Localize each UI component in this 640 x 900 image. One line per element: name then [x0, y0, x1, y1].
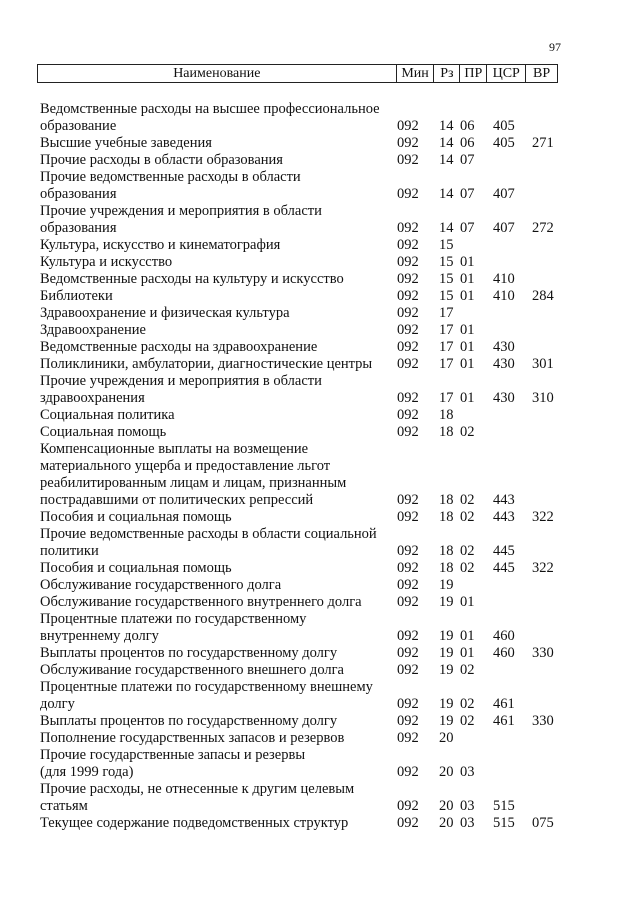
table-row [0, 169, 640, 203]
row-codes [0, 492, 640, 509]
code-vr: 330 [532, 713, 554, 729]
code-min: 092 [397, 543, 419, 559]
table-row [0, 730, 640, 747]
row-codes [0, 186, 640, 203]
code-min: 092 [397, 730, 419, 746]
row-codes [0, 662, 640, 679]
table-row [0, 356, 640, 373]
code-rz: 19 [439, 713, 454, 729]
row-codes [0, 254, 640, 271]
table-row [0, 203, 640, 237]
code-pr: 02 [460, 662, 475, 678]
row-name-line: реабилитированным лицам и лицам, признанным [40, 475, 347, 491]
code-rz: 18 [439, 509, 454, 525]
row-name-line: Выплаты процентов по государственному долгу [40, 645, 338, 661]
row-name-line: Ведомственные расходы на высшее профессиональное [40, 101, 380, 117]
table-row [0, 645, 640, 662]
row-codes [0, 543, 640, 560]
header-pr: ПР [459, 65, 486, 82]
row-name-line: Процентные платежи по государственному внешнему [40, 679, 373, 695]
code-rz: 15 [439, 254, 454, 270]
row-name-line: образования [40, 186, 117, 202]
code-pr: 03 [460, 764, 475, 780]
code-rz: 20 [439, 730, 454, 746]
code-pr: 01 [460, 390, 475, 406]
table-row [0, 815, 640, 832]
row-name-line: Ведомственные расходы на здравоохранение [40, 339, 318, 355]
code-pr: 02 [460, 543, 475, 559]
code-rz: 17 [439, 322, 454, 338]
row-name-line: образование [40, 118, 117, 134]
row-codes [0, 560, 640, 577]
table-row [0, 441, 640, 509]
header-vr: ВР [525, 65, 557, 82]
code-rz: 19 [439, 577, 454, 593]
code-min: 092 [397, 356, 419, 372]
row-name-line: Библиотеки [40, 288, 113, 304]
code-min: 092 [397, 798, 419, 814]
code-min: 092 [397, 339, 419, 355]
code-csr: 461 [493, 696, 515, 712]
code-rz: 17 [439, 305, 454, 321]
row-name-line: Процентные платежи по государственному [40, 611, 307, 627]
row-name-line: материального ущерба и предоставление льгот [40, 458, 331, 474]
table-row [0, 781, 640, 815]
code-csr: 443 [493, 492, 515, 508]
code-rz: 18 [439, 407, 454, 423]
table-row [0, 594, 640, 611]
code-min: 092 [397, 407, 419, 423]
code-min: 092 [397, 220, 419, 236]
row-name-line: образования [40, 220, 117, 236]
code-vr: 271 [532, 135, 554, 151]
code-pr: 02 [460, 509, 475, 525]
code-min: 092 [397, 509, 419, 525]
code-min: 092 [397, 152, 419, 168]
code-pr: 07 [460, 152, 475, 168]
header-csr: ЦСР [486, 65, 525, 82]
table-row [0, 679, 640, 713]
code-rz: 19 [439, 696, 454, 712]
row-name-line: Социальная помощь [40, 424, 167, 440]
code-rz: 17 [439, 339, 454, 355]
row-name-line: пострадавшими от политических репрессий [40, 492, 314, 508]
table-row [0, 288, 640, 305]
header-min: Мин [396, 65, 434, 82]
row-codes [0, 407, 640, 424]
table-row [0, 271, 640, 288]
table-row [0, 373, 640, 407]
code-rz: 19 [439, 594, 454, 610]
row-name-line: Социальная политика [40, 407, 175, 423]
code-min: 092 [397, 305, 419, 321]
code-csr: 407 [493, 186, 515, 202]
row-name-line: Выплаты процентов по государственному долгу [40, 713, 338, 729]
code-csr: 405 [493, 135, 515, 151]
row-codes [0, 798, 640, 815]
code-rz: 18 [439, 424, 454, 440]
code-min: 092 [397, 696, 419, 712]
code-rz: 19 [439, 662, 454, 678]
row-name-line: Ведомственные расходы на культуру и искусство [40, 271, 344, 287]
row-name-line: Культура, искусство и кинематография [40, 237, 281, 253]
code-vr: 310 [532, 390, 554, 406]
code-pr: 01 [460, 645, 475, 661]
table-row [0, 339, 640, 356]
code-min: 092 [397, 662, 419, 678]
code-csr: 445 [493, 543, 515, 559]
row-name-line: Здравоохранение и физическая культура [40, 305, 290, 321]
code-min: 092 [397, 492, 419, 508]
code-pr: 06 [460, 135, 475, 151]
row-codes [0, 713, 640, 730]
code-min: 092 [397, 815, 419, 831]
row-codes [0, 322, 640, 339]
table-header [37, 64, 558, 83]
table-row [0, 322, 640, 339]
row-name-line: Прочие ведомственные расходы в области социальной [40, 526, 377, 542]
code-vr: 322 [532, 509, 554, 525]
row-name-line: статьям [40, 798, 88, 814]
row-name-line: Обслуживание государственного внешнего долга [40, 662, 344, 678]
code-csr: 410 [493, 288, 515, 304]
header-rz: Рз [433, 65, 459, 82]
row-name-line: Пособия и социальная помощь [40, 560, 232, 576]
row-codes [0, 730, 640, 747]
code-rz: 18 [439, 492, 454, 508]
code-min: 092 [397, 628, 419, 644]
code-rz: 15 [439, 237, 454, 253]
row-name-line: Прочие учреждения и мероприятия в области [40, 373, 322, 389]
code-pr: 06 [460, 118, 475, 134]
code-vr: 284 [532, 288, 554, 304]
code-pr: 07 [460, 186, 475, 202]
code-min: 092 [397, 322, 419, 338]
table-row [0, 577, 640, 594]
code-rz: 14 [439, 152, 454, 168]
code-csr: 515 [493, 798, 515, 814]
row-name-line: Обслуживание государственного долга [40, 577, 282, 593]
code-rz: 15 [439, 288, 454, 304]
row-codes [0, 356, 640, 373]
code-min: 092 [397, 135, 419, 151]
code-csr: 405 [493, 118, 515, 134]
table-row [0, 611, 640, 645]
row-codes [0, 594, 640, 611]
row-codes [0, 628, 640, 645]
table-row [0, 152, 640, 169]
code-rz: 20 [439, 764, 454, 780]
code-min: 092 [397, 186, 419, 202]
code-rz: 20 [439, 798, 454, 814]
table-row [0, 101, 640, 135]
row-codes [0, 271, 640, 288]
row-codes [0, 288, 640, 305]
code-min: 092 [397, 645, 419, 661]
row-name-line: Прочие расходы в области образования [40, 152, 283, 168]
row-codes [0, 237, 640, 254]
row-name-line: Прочие ведомственные расходы в области [40, 169, 301, 185]
row-name-line: здравоохранения [40, 390, 145, 406]
code-vr: 301 [532, 356, 554, 372]
code-min: 092 [397, 594, 419, 610]
code-csr: 407 [493, 220, 515, 236]
table-row [0, 407, 640, 424]
code-rz: 14 [439, 118, 454, 134]
row-name-line: Здравоохранение [40, 322, 146, 338]
code-rz: 18 [439, 543, 454, 559]
row-codes [0, 815, 640, 832]
row-name-line: (для 1999 года) [40, 764, 134, 780]
row-codes [0, 509, 640, 526]
code-vr: 272 [532, 220, 554, 236]
row-codes [0, 424, 640, 441]
table-row [0, 237, 640, 254]
row-codes [0, 764, 640, 781]
code-csr: 445 [493, 560, 515, 576]
row-codes [0, 645, 640, 662]
row-codes [0, 577, 640, 594]
table-body [0, 101, 640, 832]
code-min: 092 [397, 424, 419, 440]
row-name-line: Компенсационные выплаты на возмещение [40, 441, 309, 457]
row-name-line: Пополнение государственных запасов и резервов [40, 730, 345, 746]
table-row [0, 254, 640, 271]
code-min: 092 [397, 577, 419, 593]
table-row [0, 509, 640, 526]
table-row [0, 135, 640, 152]
row-name-line: долгу [40, 696, 75, 712]
header-name: Наименование [173, 66, 261, 81]
row-name-line: Поликлиники, амбулатории, диагностические центры [40, 356, 373, 372]
row-codes [0, 220, 640, 237]
code-vr: 075 [532, 815, 554, 831]
code-csr: 430 [493, 356, 515, 372]
code-pr: 02 [460, 560, 475, 576]
code-pr: 03 [460, 815, 475, 831]
code-pr: 01 [460, 594, 475, 610]
row-name-line: Прочие расходы, не отнесенные к другим целевым [40, 781, 355, 797]
row-codes [0, 152, 640, 169]
row-codes [0, 390, 640, 407]
code-min: 092 [397, 118, 419, 134]
table-row [0, 713, 640, 730]
code-csr: 460 [493, 645, 515, 661]
table-row [0, 305, 640, 322]
row-name-line: Текущее содержание подведомственных структур [40, 815, 349, 831]
row-name-line: Обслуживание государственного внутреннего долга [40, 594, 362, 610]
code-csr: 430 [493, 339, 515, 355]
code-rz: 15 [439, 271, 454, 287]
row-codes [0, 696, 640, 713]
row-name-line: Высшие учебные заведения [40, 135, 212, 151]
table-row [0, 424, 640, 441]
code-min: 092 [397, 254, 419, 270]
code-min: 092 [397, 713, 419, 729]
table-row [0, 560, 640, 577]
code-pr: 01 [460, 271, 475, 287]
code-pr: 02 [460, 424, 475, 440]
row-codes [0, 339, 640, 356]
code-min: 092 [397, 560, 419, 576]
code-csr: 461 [493, 713, 515, 729]
row-name-line: Прочие учреждения и мероприятия в области [40, 203, 322, 219]
row-name-line: Прочие государственные запасы и резервы [40, 747, 306, 763]
code-min: 092 [397, 390, 419, 406]
code-csr: 515 [493, 815, 515, 831]
code-pr: 02 [460, 713, 475, 729]
code-min: 092 [397, 237, 419, 253]
table-row [0, 662, 640, 679]
table-row [0, 526, 640, 560]
code-csr: 460 [493, 628, 515, 644]
code-pr: 02 [460, 696, 475, 712]
code-csr: 430 [493, 390, 515, 406]
code-csr: 410 [493, 271, 515, 287]
code-pr: 02 [460, 492, 475, 508]
code-min: 092 [397, 271, 419, 287]
row-codes [0, 135, 640, 152]
code-pr: 01 [460, 356, 475, 372]
table-row [0, 747, 640, 781]
code-csr: 443 [493, 509, 515, 525]
row-name-line: политики [40, 543, 99, 559]
code-min: 092 [397, 288, 419, 304]
code-pr: 01 [460, 628, 475, 644]
code-pr: 01 [460, 339, 475, 355]
code-rz: 14 [439, 135, 454, 151]
page-number: 97 [549, 40, 561, 54]
row-name-line: Культура и искусство [40, 254, 173, 270]
code-vr: 330 [532, 645, 554, 661]
code-rz: 17 [439, 390, 454, 406]
row-codes [0, 305, 640, 322]
code-pr: 01 [460, 322, 475, 338]
code-pr: 01 [460, 288, 475, 304]
code-rz: 18 [439, 560, 454, 576]
row-name-line: внутреннему долгу [40, 628, 159, 644]
row-codes [0, 118, 640, 135]
code-pr: 01 [460, 254, 475, 270]
code-min: 092 [397, 764, 419, 780]
code-rz: 14 [439, 220, 454, 236]
code-rz: 19 [439, 645, 454, 661]
code-vr: 322 [532, 560, 554, 576]
code-pr: 07 [460, 220, 475, 236]
row-name-line: Пособия и социальная помощь [40, 509, 232, 525]
code-rz: 20 [439, 815, 454, 831]
code-rz: 19 [439, 628, 454, 644]
code-pr: 03 [460, 798, 475, 814]
code-rz: 17 [439, 356, 454, 372]
code-rz: 14 [439, 186, 454, 202]
